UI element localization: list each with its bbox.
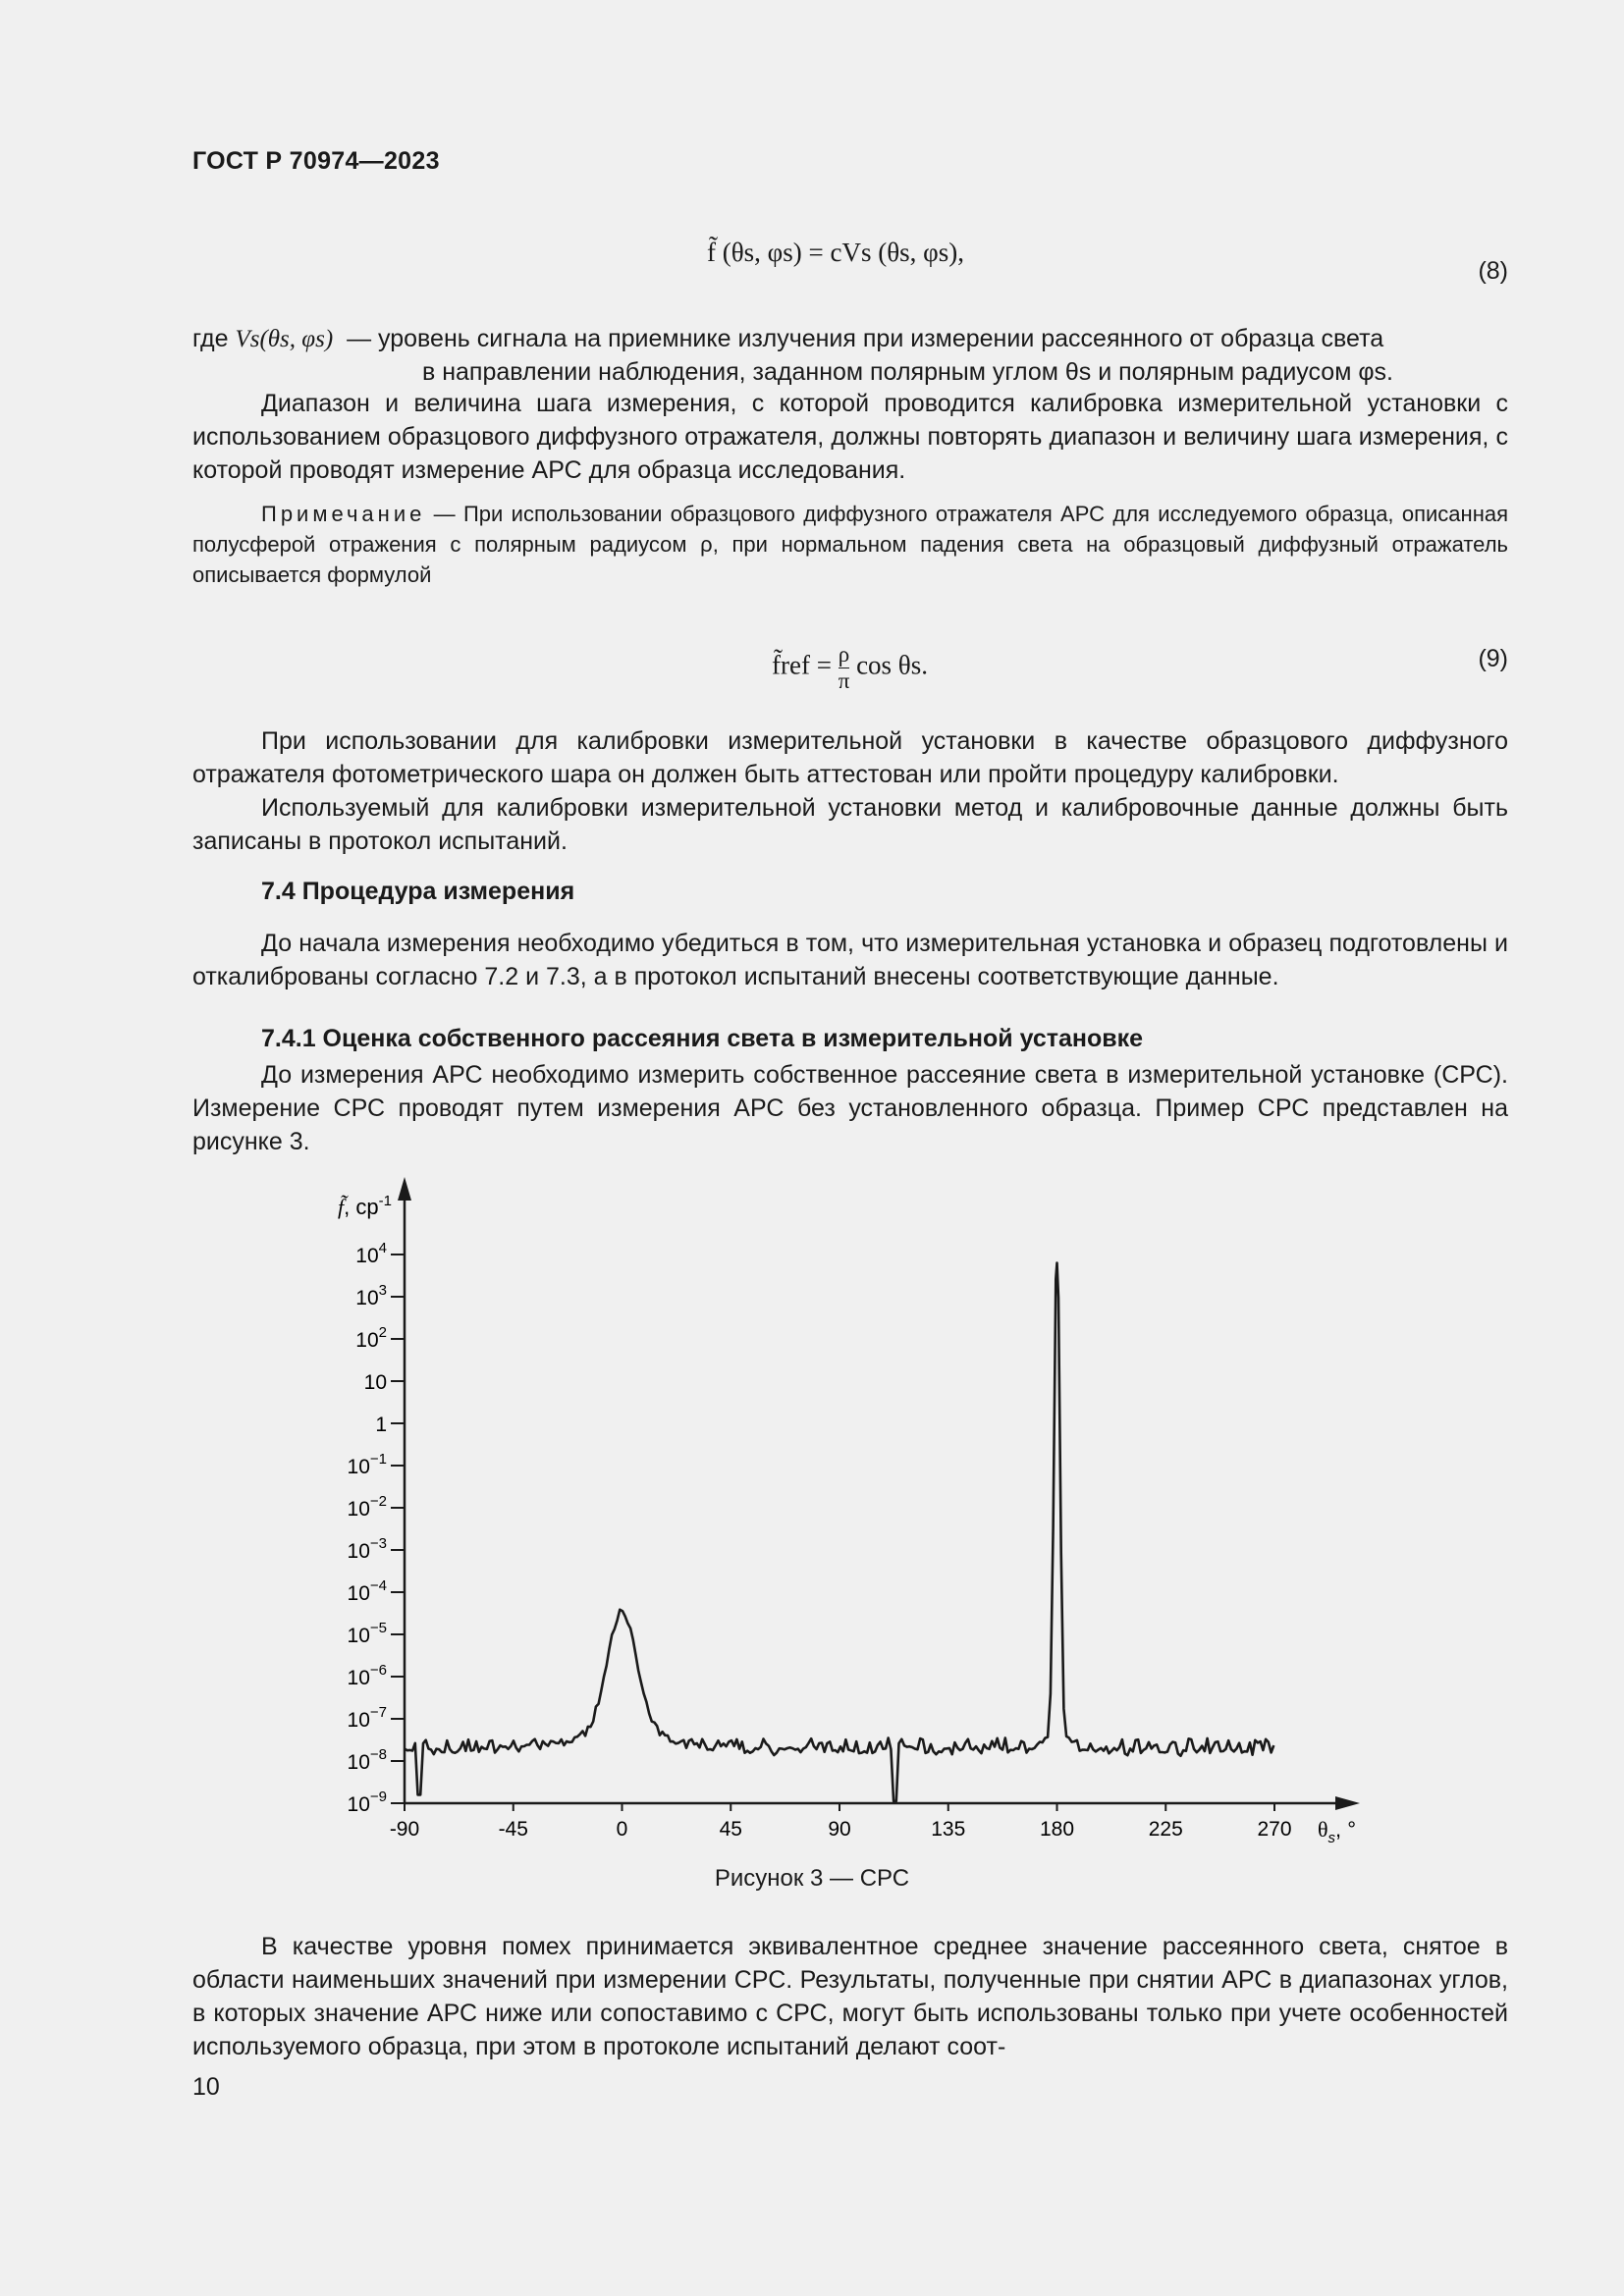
x-axis-arrow	[1335, 1796, 1360, 1810]
where-clause-line1	[192, 322, 1508, 356]
formula-9-denominator: π	[838, 668, 850, 693]
y-tick-label: $10^4$	[355, 1240, 387, 1267]
x-tick-label: 90	[828, 1818, 851, 1841]
y-tick-label: $10^{-8}$	[347, 1746, 387, 1774]
y-tick-label: $10^{-1}$	[347, 1451, 387, 1478]
series-line-srs	[405, 1263, 1273, 1801]
x-tick-label: 0	[616, 1818, 628, 1841]
y-tick-label: $10^{-6}$	[347, 1662, 387, 1689]
note-paragraph	[192, 499, 1508, 590]
paragraph-2: При использовании для калибровки измерительной установки в качестве образцового диффузного отражателя фотометрического шара он должен быть аттестован или пройти процедуру калибровки.	[192, 727, 1508, 788]
x-axis-ticks	[390, 1803, 1292, 1841]
x-tick-label: -90	[389, 1818, 420, 1841]
y-tick-label: $10^{-3}$	[347, 1535, 387, 1563]
document-header: ГОСТ Р 70974—2023	[192, 147, 440, 175]
x-tick-label: 45	[719, 1818, 742, 1841]
y-axis-ticks	[348, 1240, 405, 1816]
figure-caption: Рисунок 3 — СРС	[714, 1865, 910, 1892]
formula-9-fraction	[839, 642, 850, 694]
y-tick-label: $10^{-5}$	[347, 1620, 387, 1647]
formula-8: f̃ (θs, φs) = cVs (θs, φs),	[707, 238, 964, 267]
paragraph-6: В качестве уровня помех принимается эквивалентное среднее значение рассеянного света, снятое в области наименьших значений при измерении СРС. Результаты, полученные при снятии АРС в диапазонах углов, в которых значение АРС ниже или сопоставимо с СРС, могут быть использованы только при учете особенностей используемого образца, при этом в протоколе испытаний делают соот-	[192, 1933, 1508, 2060]
formula-9-numerator: ρ	[838, 642, 850, 667]
section-7-4-1-heading: 7.4.1 Оценка собственного рассеяния света в измерительной установке	[261, 1025, 1144, 1052]
paragraph-3: Используемый для калибровки измерительной установки метод и калибровочные данные должны быть записаны в протокол испытаний.	[192, 794, 1508, 855]
paragraph-4: До начала измерения необходимо убедиться в том, что измерительная установка и образец подготовлены и откалиброваны согласно 7.2 и 7.3, а в протокол испытаний внесены соответствующие данные.	[192, 930, 1508, 990]
where-clause-line2: в направлении наблюдения, заданном полярным углом θs и полярным радиусом φs.	[422, 358, 1394, 386]
y-tick-label: $10^{-7}$	[347, 1704, 387, 1732]
where-symbol: Vs(θs, φs)	[235, 326, 334, 352]
y-tick-label: $10^3$	[355, 1282, 387, 1309]
formula-8-number: (8)	[1478, 257, 1508, 285]
note-label: Примечание	[261, 502, 426, 526]
y-tick-label: $10^{-4}$	[347, 1577, 387, 1605]
y-tick-label: $10^{-9}$	[347, 1789, 387, 1816]
formula-9-number: (9)	[1478, 645, 1508, 672]
paragraph-1: Диапазон и величина шага измерения, с которой проводится калибровка измерительной установки с использованием образцового диффузного отражателя, должны повторять диапазон и величину шага измерения, с которой проводят измерение АРС для образца исследования.	[192, 390, 1508, 484]
x-tick-label: 225	[1148, 1818, 1183, 1841]
x-axis-label: $\theta_s$, °	[1318, 1817, 1357, 1846]
where-line1-text: — уровень сигнала на приемнике излучения при измерении рассеянного от образца света	[347, 325, 1384, 352]
y-tick-label: 10	[363, 1371, 387, 1394]
formula-9-rhs: cos θs.	[856, 650, 928, 680]
paragraph-5: До измерения АРС необходимо измерить собственное рассеяние света в измерительной установке (СРС). Измерение СРС проводят путем измерения АРС без установленного образца. Пример СРС представлен на рисунке 3.	[192, 1061, 1508, 1155]
note-text: — При использовании образцового диффузного отражателя АРС для исследуемого образца, описанная полусферой отражения с полярным радиусом ρ, при нормальном падения света на образцовый диффузный отражатель описывается формулой	[192, 502, 1508, 587]
figure-3-chart	[314, 1173, 1394, 1860]
x-tick-label: 180	[1039, 1818, 1075, 1841]
x-tick-label: 270	[1257, 1818, 1292, 1841]
page-number: 10	[192, 2073, 220, 2101]
y-tick-label: $10^{-2}$	[347, 1493, 387, 1521]
where-lead: где	[192, 325, 236, 352]
y-tick-label: 1	[375, 1414, 387, 1436]
x-tick-label: 135	[931, 1818, 966, 1841]
y-axis-label: f̃, $ср^{-1}$	[338, 1193, 392, 1219]
formula-9	[772, 642, 928, 694]
y-tick-label: $10^2$	[355, 1324, 387, 1352]
formula-9-lhs: f̃ref =	[772, 650, 832, 680]
y-axis-arrow	[398, 1177, 411, 1201]
x-tick-label: -45	[498, 1818, 528, 1841]
section-7-4-heading: 7.4 Процедура измерения	[261, 878, 575, 905]
